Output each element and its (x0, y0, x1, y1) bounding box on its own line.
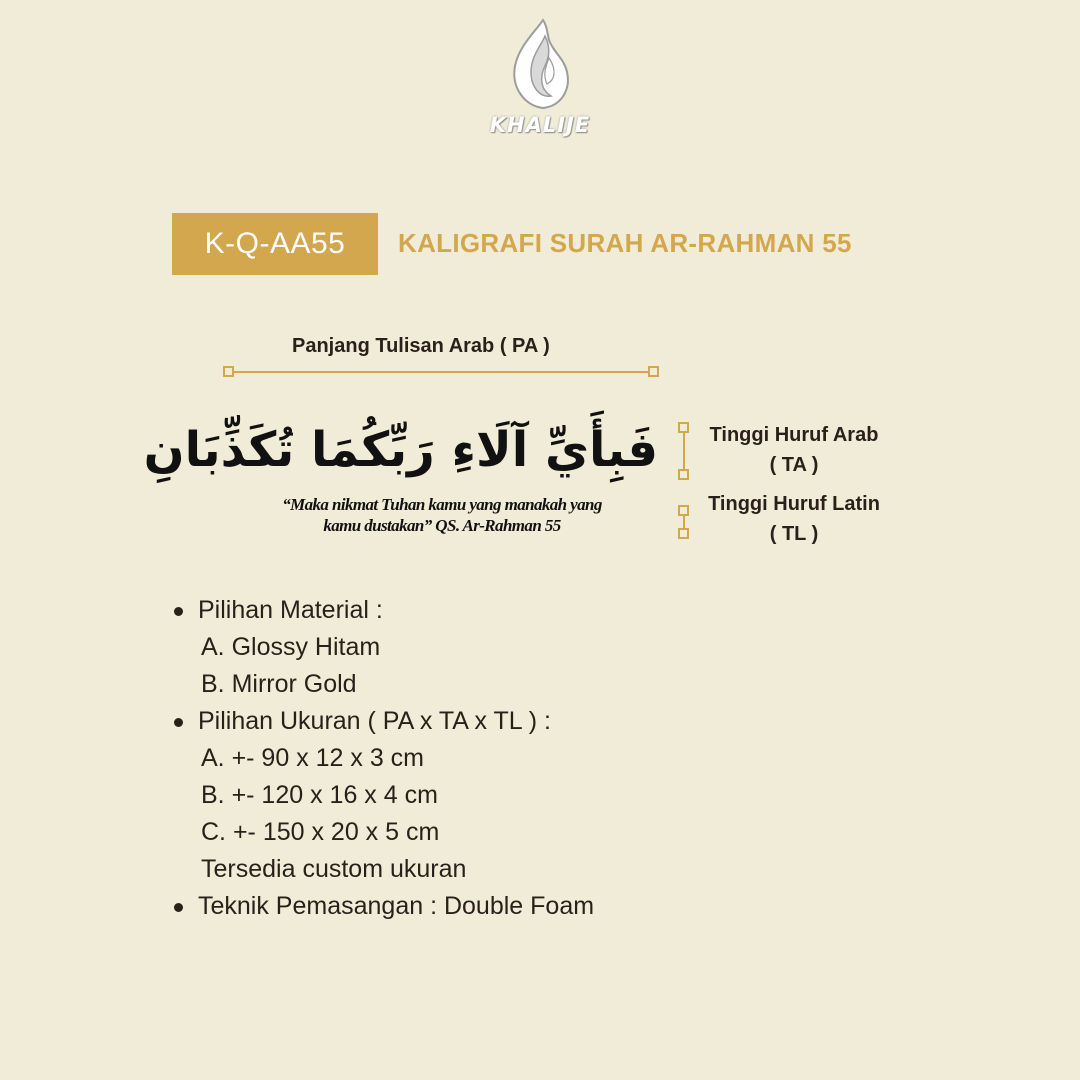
product-title: KALIGRAFI SURAH AR-RAHMAN 55 (398, 228, 852, 258)
tl-label: Tinggi Huruf Latin ( TL ) (708, 493, 880, 545)
install-technique: Teknik Pemasangan : Double Foam (172, 888, 594, 925)
size-option-b: B. +- 120 x 16 x 4 cm (201, 781, 438, 809)
material-option-b: B. Mirror Gold (201, 670, 357, 698)
dimension-end-marker (648, 366, 659, 377)
product-code-badge: K-Q-AA55 (172, 213, 378, 275)
specs-list (172, 592, 594, 925)
latin-line-2: kamu dustakan” QS. Ar-Rahman 55 (323, 516, 561, 535)
ta-label: Tinggi Huruf Arab ( TA ) (709, 424, 879, 476)
dimension-end-marker (678, 469, 689, 480)
flame-drop-icon (505, 18, 575, 110)
size-option-c: C. +- 150 x 20 x 5 cm (201, 818, 440, 846)
size-option-a: A. +- 90 x 12 x 3 cm (201, 744, 425, 772)
material-option-a: A. Glossy Hitam (201, 633, 381, 661)
latin-translation (232, 494, 652, 536)
dimension-end-marker (678, 422, 689, 433)
size-custom-note: Tersedia custom ukuran (201, 855, 467, 883)
brand-name: KHALIJE (489, 113, 591, 137)
pa-label: Panjang Tulisan Arab ( PA ) (292, 335, 550, 357)
latin-line-1: “Maka nikmat Tuhan kamu yang manakah yang (282, 495, 602, 514)
arabic-calligraphy: فَبِأَيِّ آلَاءِ رَبِّكُمَا تُكَذِّبَانِ (143, 422, 658, 478)
size-heading: Pilihan Ukuran ( PA x TA x TL ) : (172, 703, 594, 740)
material-heading: Pilihan Material : (172, 592, 594, 629)
dimension-end-marker (223, 366, 234, 377)
dimension-end-marker (678, 505, 689, 516)
pa-dimension-line (223, 366, 659, 378)
ta-dimension-line (678, 422, 690, 480)
dimension-end-marker (678, 528, 689, 539)
brand-logo (480, 18, 600, 148)
tl-dimension-line (678, 505, 690, 539)
